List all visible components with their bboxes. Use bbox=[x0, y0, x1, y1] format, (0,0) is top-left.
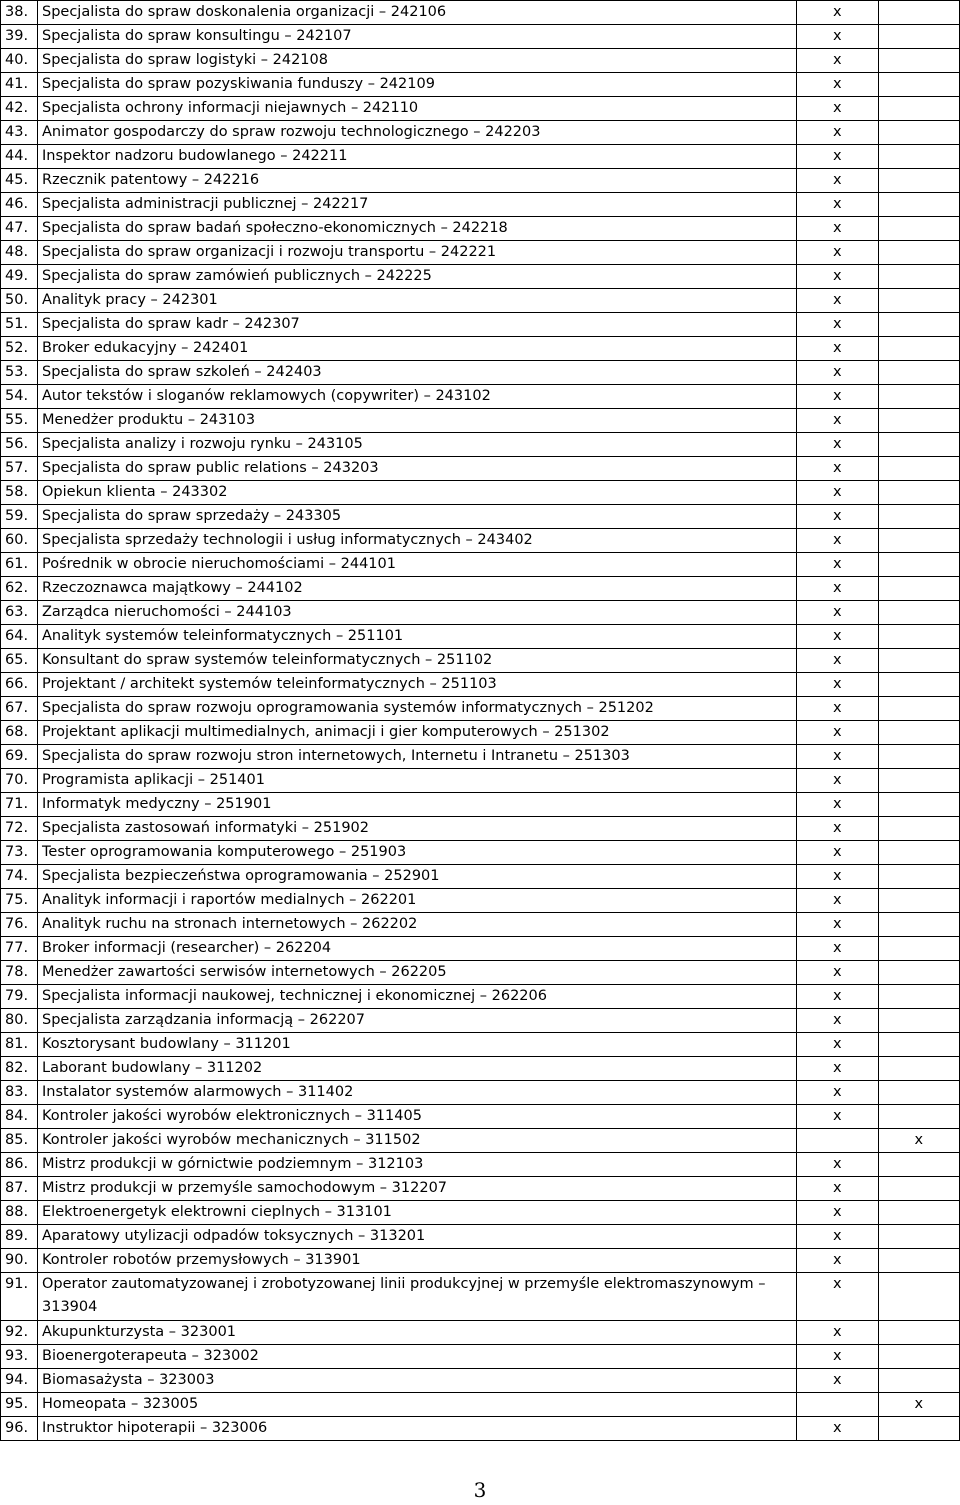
mark-column-2 bbox=[878, 553, 960, 577]
occupation-name: Pośrednik w obrocie nieruchomościami – 244101 bbox=[38, 553, 797, 577]
mark-column-2: x bbox=[878, 1393, 960, 1417]
mark-column-1: x bbox=[797, 361, 879, 385]
row-number: 75. bbox=[1, 889, 38, 913]
mark-column-2 bbox=[878, 217, 960, 241]
table-row bbox=[1, 961, 960, 985]
row-number: 95. bbox=[1, 1393, 38, 1417]
row-number: 78. bbox=[1, 961, 38, 985]
row-number: 41. bbox=[1, 73, 38, 97]
table-row bbox=[1, 1369, 960, 1393]
mark-column-2 bbox=[878, 1369, 960, 1393]
mark-column-2 bbox=[878, 97, 960, 121]
row-number: 94. bbox=[1, 1369, 38, 1393]
table-row bbox=[1, 937, 960, 961]
mark-column-2 bbox=[878, 385, 960, 409]
occupation-name: Aparatowy utylizacji odpadów toksycznych – 313201 bbox=[38, 1225, 797, 1249]
mark-column-2 bbox=[878, 577, 960, 601]
occupation-name: Specjalista administracji publicznej – 242217 bbox=[38, 193, 797, 217]
row-number: 38. bbox=[1, 1, 38, 25]
mark-column-2 bbox=[878, 985, 960, 1009]
mark-column-1: x bbox=[797, 913, 879, 937]
occupation-name: Specjalista do spraw doskonalenia organizacji – 242106 bbox=[38, 1, 797, 25]
mark-column-1: x bbox=[797, 937, 879, 961]
occupation-name: Biomasażysta – 323003 bbox=[38, 1369, 797, 1393]
table-row bbox=[1, 913, 960, 937]
mark-column-1: x bbox=[797, 73, 879, 97]
occupation-name: Specjalista do spraw public relations – 243203 bbox=[38, 457, 797, 481]
occupation-name: Instalator systemów alarmowych – 311402 bbox=[38, 1081, 797, 1105]
row-number: 61. bbox=[1, 553, 38, 577]
mark-column-1: x bbox=[797, 889, 879, 913]
mark-column-2 bbox=[878, 1057, 960, 1081]
mark-column-1: x bbox=[797, 25, 879, 49]
mark-column-2 bbox=[878, 745, 960, 769]
mark-column-2 bbox=[878, 937, 960, 961]
mark-column-1: x bbox=[797, 1153, 879, 1177]
mark-column-1: x bbox=[797, 169, 879, 193]
mark-column-2 bbox=[878, 601, 960, 625]
row-number: 60. bbox=[1, 529, 38, 553]
table-row bbox=[1, 481, 960, 505]
mark-column-1: x bbox=[797, 865, 879, 889]
row-number: 64. bbox=[1, 625, 38, 649]
mark-column-2 bbox=[878, 625, 960, 649]
table-row bbox=[1, 337, 960, 361]
mark-column-1: x bbox=[797, 1057, 879, 1081]
occupation-name: Specjalista ochrony informacji niejawnych – 242110 bbox=[38, 97, 797, 121]
table-row bbox=[1, 433, 960, 457]
table-row bbox=[1, 25, 960, 49]
row-number: 56. bbox=[1, 433, 38, 457]
row-number: 82. bbox=[1, 1057, 38, 1081]
mark-column-2 bbox=[878, 289, 960, 313]
mark-column-1: x bbox=[797, 769, 879, 793]
row-number: 48. bbox=[1, 241, 38, 265]
table-row bbox=[1, 1345, 960, 1369]
mark-column-1: x bbox=[797, 841, 879, 865]
mark-column-2 bbox=[878, 73, 960, 97]
occupation-name: Bioenergoterapeuta – 323002 bbox=[38, 1345, 797, 1369]
table-row bbox=[1, 625, 960, 649]
mark-column-1: x bbox=[797, 625, 879, 649]
table-row bbox=[1, 1201, 960, 1225]
occupation-name: Specjalista do spraw pozyskiwania funduszy – 242109 bbox=[38, 73, 797, 97]
row-number: 70. bbox=[1, 769, 38, 793]
row-number: 57. bbox=[1, 457, 38, 481]
table-row bbox=[1, 241, 960, 265]
occupation-name: Animator gospodarczy do spraw rozwoju technologicznego – 242203 bbox=[38, 121, 797, 145]
mark-column-2 bbox=[878, 721, 960, 745]
table-row bbox=[1, 793, 960, 817]
occupation-name: Opiekun klienta – 243302 bbox=[38, 481, 797, 505]
table-row bbox=[1, 841, 960, 865]
table-row bbox=[1, 865, 960, 889]
occupation-name: Specjalista zastosowań informatyki – 251902 bbox=[38, 817, 797, 841]
mark-column-1: x bbox=[797, 1201, 879, 1225]
row-number: 44. bbox=[1, 145, 38, 169]
occupation-name: Analityk ruchu na stronach internetowych – 262202 bbox=[38, 913, 797, 937]
table-row bbox=[1, 505, 960, 529]
mark-column-1: x bbox=[797, 265, 879, 289]
row-number: 46. bbox=[1, 193, 38, 217]
table-row bbox=[1, 1129, 960, 1153]
mark-column-1: x bbox=[797, 1177, 879, 1201]
row-number: 55. bbox=[1, 409, 38, 433]
table-row bbox=[1, 1249, 960, 1273]
occupation-name: Specjalista do spraw kadr – 242307 bbox=[38, 313, 797, 337]
occupation-name: Specjalista zarządzania informacją – 262207 bbox=[38, 1009, 797, 1033]
mark-column-2 bbox=[878, 1249, 960, 1273]
occupation-name: Menedżer produktu – 243103 bbox=[38, 409, 797, 433]
occupation-name: Specjalista do spraw sprzedaży – 243305 bbox=[38, 505, 797, 529]
mark-column-2 bbox=[878, 673, 960, 697]
occupation-name: Kosztorysant budowlany – 311201 bbox=[38, 1033, 797, 1057]
row-number: 96. bbox=[1, 1417, 38, 1441]
mark-column-2 bbox=[878, 49, 960, 73]
mark-column-1: x bbox=[797, 1345, 879, 1369]
mark-column-1: x bbox=[797, 961, 879, 985]
mark-column-1: x bbox=[797, 601, 879, 625]
row-number: 93. bbox=[1, 1345, 38, 1369]
mark-column-1: x bbox=[797, 1369, 879, 1393]
occupation-name: Projektant aplikacji multimedialnych, animacji i gier komputerowych – 251302 bbox=[38, 721, 797, 745]
row-number: 86. bbox=[1, 1153, 38, 1177]
row-number: 62. bbox=[1, 577, 38, 601]
mark-column-2 bbox=[878, 193, 960, 217]
occupation-name: Elektroenergetyk elektrowni cieplnych – 313101 bbox=[38, 1201, 797, 1225]
mark-column-1: x bbox=[797, 289, 879, 313]
mark-column-2 bbox=[878, 505, 960, 529]
occupation-name: Analityk systemów teleinformatycznych – 251101 bbox=[38, 625, 797, 649]
mark-column-1: x bbox=[797, 721, 879, 745]
occupation-name: Instruktor hipoterapii – 323006 bbox=[38, 1417, 797, 1441]
mark-column-1: x bbox=[797, 649, 879, 673]
mark-column-1 bbox=[797, 1393, 879, 1417]
table-row bbox=[1, 553, 960, 577]
mark-column-1: x bbox=[797, 193, 879, 217]
mark-column-1: x bbox=[797, 217, 879, 241]
occupation-name: Specjalista do spraw rozwoju stron internetowych, Internetu i Intranetu – 251303 bbox=[38, 745, 797, 769]
row-number: 71. bbox=[1, 793, 38, 817]
table-row bbox=[1, 217, 960, 241]
mark-column-1: x bbox=[797, 409, 879, 433]
table-row bbox=[1, 889, 960, 913]
table-row bbox=[1, 289, 960, 313]
table-row bbox=[1, 1105, 960, 1129]
row-number: 65. bbox=[1, 649, 38, 673]
mark-column-1: x bbox=[797, 1, 879, 25]
row-number: 50. bbox=[1, 289, 38, 313]
mark-column-2 bbox=[878, 1417, 960, 1441]
mark-column-2 bbox=[878, 649, 960, 673]
occupation-name: Tester oprogramowania komputerowego – 251903 bbox=[38, 841, 797, 865]
mark-column-1: x bbox=[797, 745, 879, 769]
table-row bbox=[1, 817, 960, 841]
row-number: 81. bbox=[1, 1033, 38, 1057]
mark-column-2 bbox=[878, 169, 960, 193]
occupation-name: Specjalista do spraw logistyki – 242108 bbox=[38, 49, 797, 73]
table-row bbox=[1, 697, 960, 721]
occupation-name: Broker informacji (researcher) – 262204 bbox=[38, 937, 797, 961]
occupation-name: Analityk informacji i raportów medialnych – 262201 bbox=[38, 889, 797, 913]
occupation-name: Laborant budowlany – 311202 bbox=[38, 1057, 797, 1081]
occupation-name: Programista aplikacji – 251401 bbox=[38, 769, 797, 793]
row-number: 69. bbox=[1, 745, 38, 769]
row-number: 76. bbox=[1, 913, 38, 937]
mark-column-2: x bbox=[878, 1129, 960, 1153]
occupation-name: Zarządca nieruchomości – 244103 bbox=[38, 601, 797, 625]
occupation-name: Specjalista do spraw szkoleń – 242403 bbox=[38, 361, 797, 385]
mark-column-1: x bbox=[797, 145, 879, 169]
row-number: 92. bbox=[1, 1321, 38, 1345]
row-number: 39. bbox=[1, 25, 38, 49]
row-number: 66. bbox=[1, 673, 38, 697]
mark-column-1: x bbox=[797, 1249, 879, 1273]
row-number: 47. bbox=[1, 217, 38, 241]
mark-column-1: x bbox=[797, 1321, 879, 1345]
mark-column-2 bbox=[878, 433, 960, 457]
mark-column-2 bbox=[878, 145, 960, 169]
mark-column-2 bbox=[878, 817, 960, 841]
mark-column-2 bbox=[878, 865, 960, 889]
row-number: 40. bbox=[1, 49, 38, 73]
occupation-name: Projektant / architekt systemów teleinformatycznych – 251103 bbox=[38, 673, 797, 697]
occupation-name: Operator zautomatyzowanej i zrobotyzowanej linii produkcyjnej w przemyśle elektromaszynowym – 313904 bbox=[38, 1273, 797, 1321]
row-number: 73. bbox=[1, 841, 38, 865]
mark-column-2 bbox=[878, 1273, 960, 1321]
mark-column-2 bbox=[878, 265, 960, 289]
occupation-name: Autor tekstów i sloganów reklamowych (copywriter) – 243102 bbox=[38, 385, 797, 409]
mark-column-2 bbox=[878, 1105, 960, 1129]
row-number: 90. bbox=[1, 1249, 38, 1273]
mark-column-2 bbox=[878, 1033, 960, 1057]
mark-column-2 bbox=[878, 961, 960, 985]
mark-column-2 bbox=[878, 121, 960, 145]
mark-column-2 bbox=[878, 337, 960, 361]
table-row bbox=[1, 385, 960, 409]
table-row bbox=[1, 1417, 960, 1441]
mark-column-1: x bbox=[797, 1417, 879, 1441]
row-number: 52. bbox=[1, 337, 38, 361]
row-number: 79. bbox=[1, 985, 38, 1009]
occupation-name: Mistrz produkcji w przemyśle samochodowym – 312207 bbox=[38, 1177, 797, 1201]
mark-column-2 bbox=[878, 313, 960, 337]
mark-column-1: x bbox=[797, 337, 879, 361]
occupation-name: Kontroler jakości wyrobów elektronicznych – 311405 bbox=[38, 1105, 797, 1129]
table-row bbox=[1, 265, 960, 289]
mark-column-1: x bbox=[797, 673, 879, 697]
mark-column-2 bbox=[878, 1177, 960, 1201]
table-row bbox=[1, 409, 960, 433]
mark-column-1: x bbox=[797, 313, 879, 337]
occupation-name: Specjalista analizy i rozwoju rynku – 243105 bbox=[38, 433, 797, 457]
mark-column-2 bbox=[878, 697, 960, 721]
row-number: 54. bbox=[1, 385, 38, 409]
row-number: 80. bbox=[1, 1009, 38, 1033]
occupation-name: Specjalista do spraw badań społeczno-ekonomicznych – 242218 bbox=[38, 217, 797, 241]
table-row bbox=[1, 49, 960, 73]
table-row bbox=[1, 457, 960, 481]
mark-column-2 bbox=[878, 769, 960, 793]
mark-column-1: x bbox=[797, 817, 879, 841]
occupation-name: Akupunkturzysta – 323001 bbox=[38, 1321, 797, 1345]
mark-column-1: x bbox=[797, 1105, 879, 1129]
mark-column-2 bbox=[878, 457, 960, 481]
mark-column-1: x bbox=[797, 457, 879, 481]
occupation-name: Specjalista sprzedaży technologii i usług informatycznych – 243402 bbox=[38, 529, 797, 553]
table-row bbox=[1, 1009, 960, 1033]
occupation-name: Specjalista do spraw rozwoju oprogramowania systemów informatycznych – 251202 bbox=[38, 697, 797, 721]
mark-column-1: x bbox=[797, 1273, 879, 1321]
mark-column-1: x bbox=[797, 433, 879, 457]
mark-column-1: x bbox=[797, 1033, 879, 1057]
table-row bbox=[1, 145, 960, 169]
table-row bbox=[1, 193, 960, 217]
mark-column-1: x bbox=[797, 49, 879, 73]
mark-column-2 bbox=[878, 361, 960, 385]
mark-column-2 bbox=[878, 481, 960, 505]
table-row bbox=[1, 73, 960, 97]
row-number: 51. bbox=[1, 313, 38, 337]
occupation-name: Analityk pracy – 242301 bbox=[38, 289, 797, 313]
row-number: 53. bbox=[1, 361, 38, 385]
row-number: 72. bbox=[1, 817, 38, 841]
occupation-name: Specjalista do spraw konsultingu – 242107 bbox=[38, 25, 797, 49]
mark-column-1: x bbox=[797, 1225, 879, 1249]
table-row bbox=[1, 313, 960, 337]
mark-column-1: x bbox=[797, 793, 879, 817]
row-number: 77. bbox=[1, 937, 38, 961]
table-row bbox=[1, 1393, 960, 1417]
table-row bbox=[1, 601, 960, 625]
table-row bbox=[1, 1081, 960, 1105]
mark-column-2 bbox=[878, 1009, 960, 1033]
row-number: 63. bbox=[1, 601, 38, 625]
row-number: 85. bbox=[1, 1129, 38, 1153]
mark-column-2 bbox=[878, 1153, 960, 1177]
table-row bbox=[1, 769, 960, 793]
occupations-table-body bbox=[1, 1, 960, 1441]
occupation-name: Specjalista do spraw organizacji i rozwoju transportu – 242221 bbox=[38, 241, 797, 265]
row-number: 91. bbox=[1, 1273, 38, 1321]
occupation-name: Menedżer zawartości serwisów internetowych – 262205 bbox=[38, 961, 797, 985]
table-row bbox=[1, 361, 960, 385]
mark-column-1: x bbox=[797, 97, 879, 121]
mark-column-1: x bbox=[797, 1081, 879, 1105]
table-row bbox=[1, 97, 960, 121]
mark-column-2 bbox=[878, 1345, 960, 1369]
row-number: 88. bbox=[1, 1201, 38, 1225]
occupation-name: Inspektor nadzoru budowlanego – 242211 bbox=[38, 145, 797, 169]
mark-column-2 bbox=[878, 1, 960, 25]
occupation-name: Specjalista do spraw zamówień publicznych – 242225 bbox=[38, 265, 797, 289]
mark-column-1: x bbox=[797, 1009, 879, 1033]
table-row bbox=[1, 1273, 960, 1321]
table-row bbox=[1, 673, 960, 697]
row-number: 68. bbox=[1, 721, 38, 745]
occupation-name: Rzeczoznawca majątkowy – 244102 bbox=[38, 577, 797, 601]
table-row bbox=[1, 1033, 960, 1057]
mark-column-1: x bbox=[797, 697, 879, 721]
row-number: 89. bbox=[1, 1225, 38, 1249]
table-row bbox=[1, 985, 960, 1009]
mark-column-1: x bbox=[797, 241, 879, 265]
mark-column-1 bbox=[797, 1129, 879, 1153]
occupation-name: Konsultant do spraw systemów teleinformatycznych – 251102 bbox=[38, 649, 797, 673]
mark-column-2 bbox=[878, 409, 960, 433]
occupation-name: Broker edukacyjny – 242401 bbox=[38, 337, 797, 361]
mark-column-2 bbox=[878, 1201, 960, 1225]
table-row bbox=[1, 1153, 960, 1177]
mark-column-2 bbox=[878, 913, 960, 937]
occupation-name: Kontroler jakości wyrobów mechanicznych – 311502 bbox=[38, 1129, 797, 1153]
table-row bbox=[1, 577, 960, 601]
table-row bbox=[1, 1, 960, 25]
row-number: 83. bbox=[1, 1081, 38, 1105]
row-number: 42. bbox=[1, 97, 38, 121]
table-row bbox=[1, 745, 960, 769]
occupation-name: Kontroler robotów przemysłowych – 313901 bbox=[38, 1249, 797, 1273]
occupation-name: Specjalista bezpieczeństwa oprogramowania – 252901 bbox=[38, 865, 797, 889]
mark-column-1: x bbox=[797, 505, 879, 529]
occupation-name: Mistrz produkcji w górnictwie podziemnym – 312103 bbox=[38, 1153, 797, 1177]
row-number: 45. bbox=[1, 169, 38, 193]
mark-column-2 bbox=[878, 793, 960, 817]
mark-column-1: x bbox=[797, 385, 879, 409]
table-row bbox=[1, 721, 960, 745]
table-row bbox=[1, 121, 960, 145]
mark-column-1: x bbox=[797, 553, 879, 577]
row-number: 87. bbox=[1, 1177, 38, 1201]
table-row bbox=[1, 649, 960, 673]
mark-column-2 bbox=[878, 841, 960, 865]
table-row bbox=[1, 1177, 960, 1201]
occupation-name: Informatyk medyczny – 251901 bbox=[38, 793, 797, 817]
table-row bbox=[1, 169, 960, 193]
occupation-name: Homeopata – 323005 bbox=[38, 1393, 797, 1417]
mark-column-2 bbox=[878, 1321, 960, 1345]
mark-column-2 bbox=[878, 1225, 960, 1249]
row-number: 58. bbox=[1, 481, 38, 505]
table-row bbox=[1, 1225, 960, 1249]
table-row bbox=[1, 1057, 960, 1081]
row-number: 84. bbox=[1, 1105, 38, 1129]
mark-column-1: x bbox=[797, 985, 879, 1009]
mark-column-2 bbox=[878, 889, 960, 913]
row-number: 49. bbox=[1, 265, 38, 289]
occupation-name: Specjalista informacji naukowej, technicznej i ekonomicznej – 262206 bbox=[38, 985, 797, 1009]
mark-column-2 bbox=[878, 241, 960, 265]
mark-column-2 bbox=[878, 529, 960, 553]
occupation-name: Rzecznik patentowy – 242216 bbox=[38, 169, 797, 193]
table-row bbox=[1, 1321, 960, 1345]
mark-column-1: x bbox=[797, 529, 879, 553]
table-row bbox=[1, 529, 960, 553]
mark-column-1: x bbox=[797, 577, 879, 601]
mark-column-2 bbox=[878, 25, 960, 49]
row-number: 59. bbox=[1, 505, 38, 529]
page-number: 3 bbox=[473, 1478, 487, 1502]
row-number: 43. bbox=[1, 121, 38, 145]
row-number: 67. bbox=[1, 697, 38, 721]
mark-column-2 bbox=[878, 1081, 960, 1105]
row-number: 74. bbox=[1, 865, 38, 889]
mark-column-1: x bbox=[797, 481, 879, 505]
mark-column-1: x bbox=[797, 121, 879, 145]
